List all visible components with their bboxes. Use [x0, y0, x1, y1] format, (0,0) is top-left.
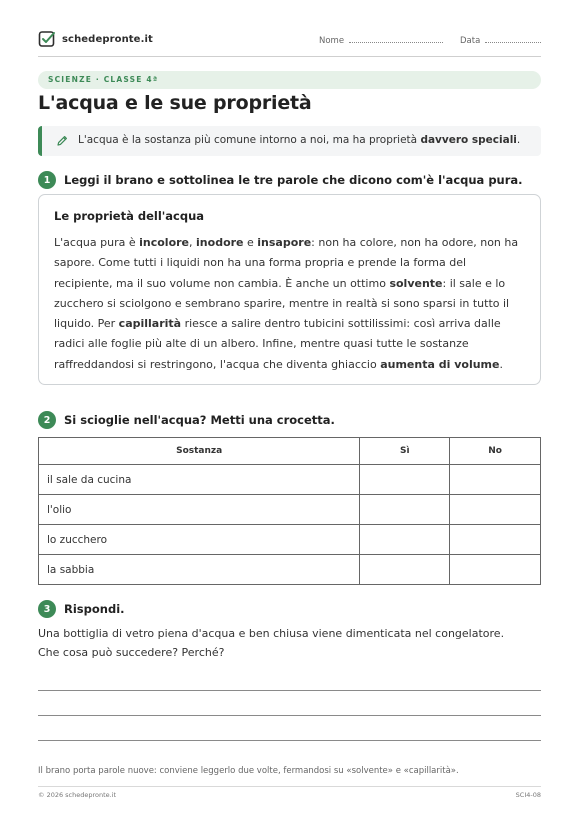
reading-keyword: aumenta di volume	[380, 357, 500, 371]
reading-text-run: : non ha colore, non ha odore, non ha sapore. Come tutti i liquidi non ha una forma propria e prende la forma del recipiente, ma il suo volume non cambia. È anche un ottimo	[54, 236, 519, 290]
reading-text[interactable]	[54, 233, 526, 375]
table-row	[39, 555, 541, 585]
callout-text-start: L'acqua è la sostanza più comune intorno a noi, ma ha proprietà	[78, 134, 421, 146]
callout-text-bold: davvero speciali	[420, 134, 517, 146]
checkbox-logo-icon	[38, 30, 56, 48]
reading-keyword: insapore	[257, 236, 312, 249]
name-field[interactable]	[319, 35, 443, 46]
callout-text-end: .	[516, 134, 521, 146]
reading-text-run: L'acqua pura è	[54, 236, 140, 249]
no-checkbox-cell[interactable]	[450, 465, 541, 495]
table-row	[39, 465, 541, 495]
answer-line-1[interactable]	[38, 690, 541, 691]
substance-cell: la sabbia	[39, 555, 360, 585]
column-header-yes: Sì	[360, 438, 450, 465]
substance-cell: l'olio	[39, 495, 360, 525]
question-1-heading	[38, 170, 523, 190]
question-3-number: 3	[38, 600, 56, 618]
no-checkbox-cell[interactable]	[450, 525, 541, 555]
reading-text-run: ,	[189, 236, 197, 249]
question-2-number: 2	[38, 411, 56, 429]
question-1-number: 1	[38, 171, 56, 189]
question-2-text: Si scioglie nell'acqua? Metti una crocetta.	[64, 413, 335, 427]
footer-code: SCI4-08	[515, 791, 541, 799]
reading-keyword: solvente	[389, 276, 443, 290]
footer-divider	[38, 786, 541, 787]
name-blank[interactable]	[349, 35, 443, 43]
yes-checkbox-cell[interactable]	[360, 525, 450, 555]
solubility-table	[38, 437, 541, 585]
answer-line-2[interactable]	[38, 715, 541, 716]
brand-logo	[38, 30, 153, 48]
header-divider	[38, 56, 541, 57]
date-blank[interactable]	[485, 35, 541, 43]
no-checkbox-cell[interactable]	[450, 495, 541, 525]
yes-checkbox-cell[interactable]	[360, 465, 450, 495]
table-row	[39, 525, 541, 555]
pencil-icon	[56, 135, 68, 147]
question-3-text: Rispondi.	[64, 602, 125, 616]
subject-pill	[38, 71, 541, 89]
callout-text	[78, 134, 520, 146]
page-title: L'acqua e le sue proprietà	[38, 92, 312, 114]
column-header-no: No	[450, 438, 541, 465]
footer-copyright: © 2026 schedepronte.it	[38, 791, 117, 799]
intro-callout	[38, 126, 541, 156]
subject-label: SCIENZE · CLASSE 4ª	[48, 75, 159, 84]
reading-title: Le proprietà dell'acqua	[54, 209, 205, 223]
table-row	[39, 495, 541, 525]
table-header-row	[39, 438, 541, 465]
reading-text-run: e	[243, 236, 258, 249]
date-label: Data	[460, 36, 481, 46]
reading-text-run: .	[499, 357, 503, 371]
name-label: Nome	[319, 36, 345, 46]
substance-cell: lo zucchero	[39, 525, 360, 555]
reading-text-run: riesce a salire dentro tubicini sottilissimi: così arriva dalle radici alle foglie più alte di un albero. Infine, mentre quasi tutte le sostanze raffreddandosi si restringono, l'acqua che diventa ghiaccio	[54, 317, 501, 371]
column-header-substance: Sostanza	[39, 438, 360, 465]
reading-text-run: : il sale e lo zucchero si sciolgono e sembrano sparire, mentre in realtà si sono sparsi in tutto il liquido. Per	[54, 276, 510, 331]
yes-checkbox-cell[interactable]	[360, 555, 450, 585]
substance-cell: il sale da cucina	[39, 465, 360, 495]
yes-checkbox-cell[interactable]	[360, 495, 450, 525]
question-2-heading	[38, 410, 335, 430]
teacher-note: Il brano porta parole nuove: conviene leggerlo due volte, fermandosi su «solvente» e «capillarità».	[38, 766, 459, 776]
reading-keyword: inodore	[196, 236, 244, 249]
question-3-heading	[38, 599, 125, 619]
reading-keyword: incolore	[139, 236, 190, 249]
page-header	[38, 30, 541, 58]
date-field[interactable]	[460, 35, 541, 46]
question-1-text: Leggi il brano e sottolinea le tre parole che dicono com'è l'acqua pura.	[64, 173, 523, 187]
no-checkbox-cell[interactable]	[450, 555, 541, 585]
brand-name: schedepronte.it	[62, 33, 153, 45]
reading-keyword: capillarità	[118, 317, 182, 331]
answer-line-3[interactable]	[38, 740, 541, 741]
question-3-prompt: Una bottiglia di vetro piena d'acqua e ben chiusa viene dimenticata nel congelatore. Che cosa può succedere? Perché?	[38, 627, 505, 659]
reading-box	[38, 194, 541, 385]
